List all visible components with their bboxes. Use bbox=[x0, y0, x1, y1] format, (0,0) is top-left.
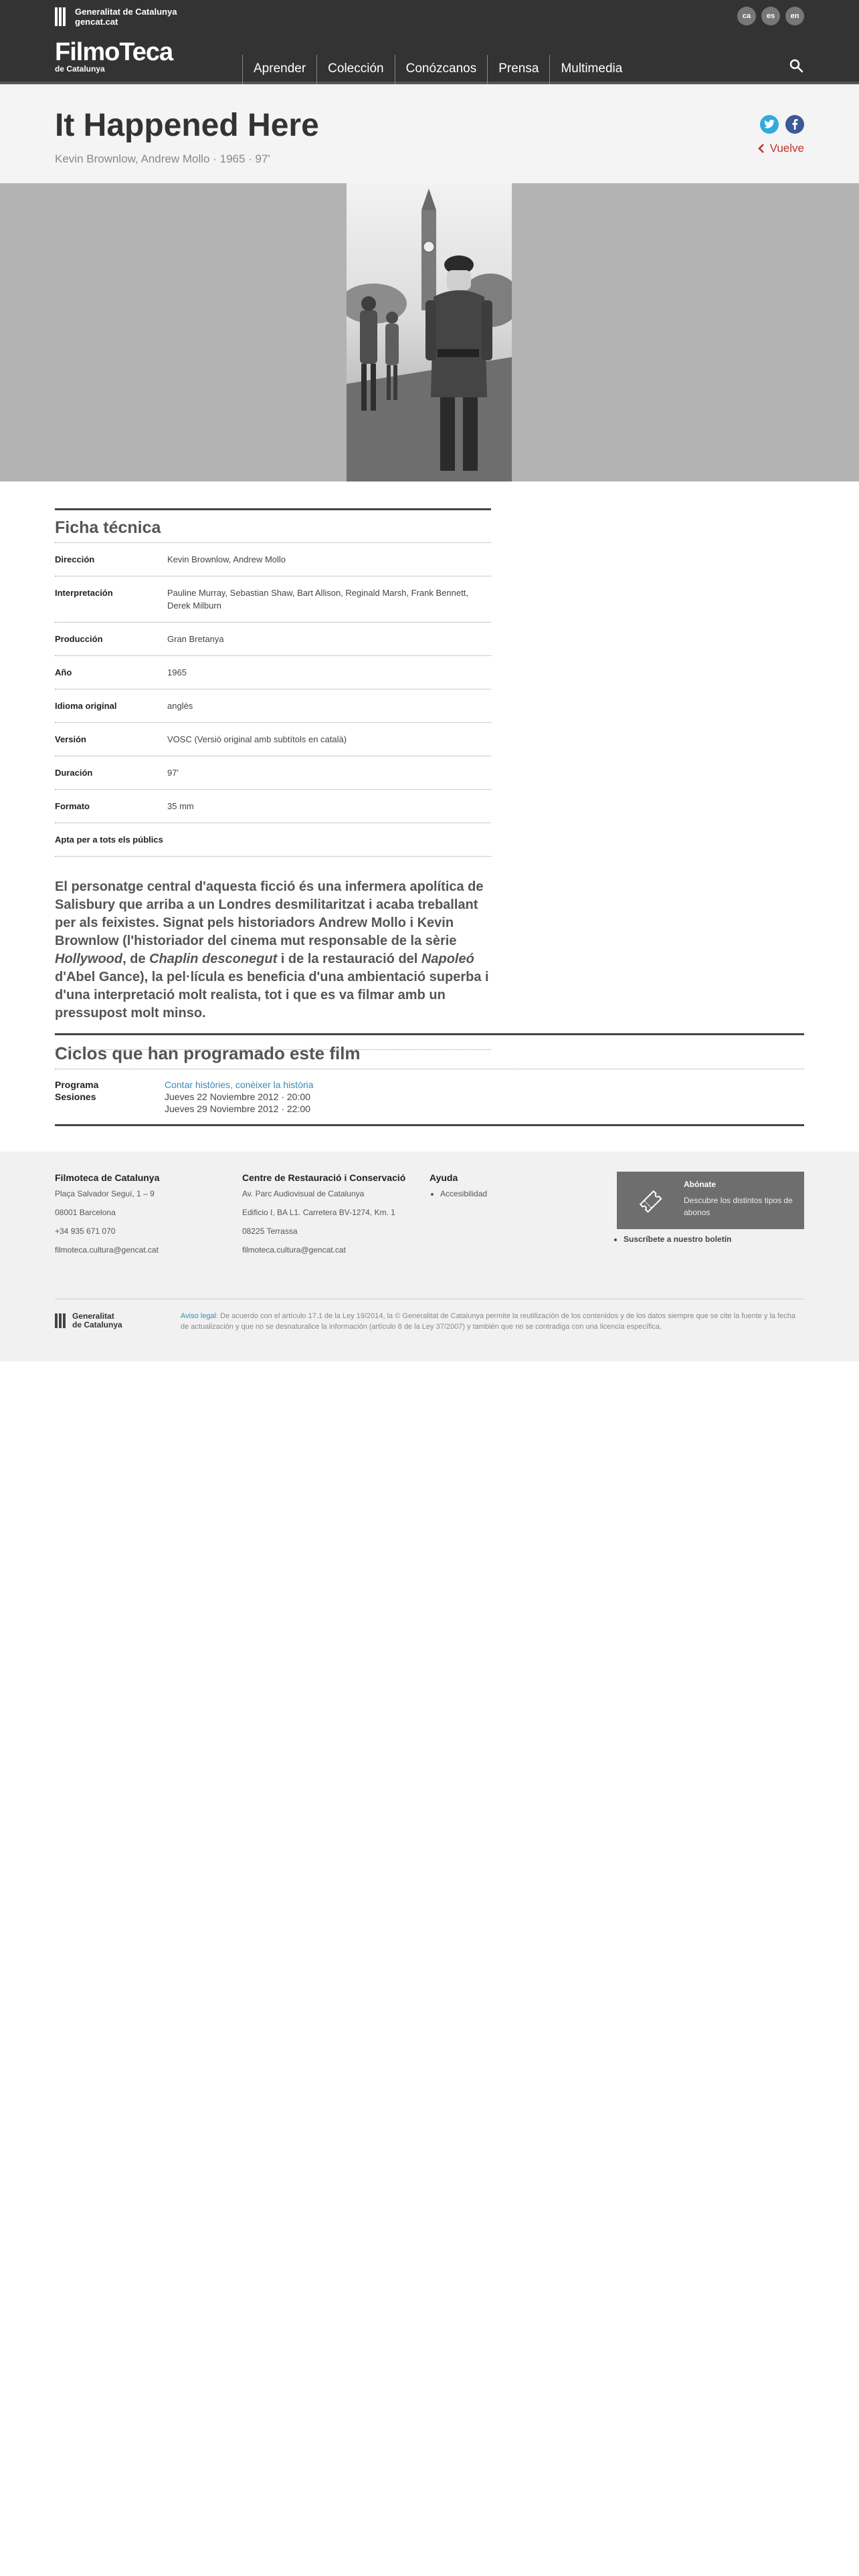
ficha-label: Año bbox=[55, 667, 72, 677]
subscribe-title: Abónate bbox=[684, 1180, 716, 1189]
ficha-label: Duración bbox=[55, 768, 93, 778]
ficha-label: Versión bbox=[55, 734, 86, 744]
brand-sub: de Catalunya bbox=[55, 64, 105, 74]
ficha-value: 1965 bbox=[167, 667, 187, 677]
ticket-icon bbox=[637, 1188, 664, 1214]
language-switcher bbox=[737, 7, 804, 25]
nav-prensa[interactable]: Prensa bbox=[487, 55, 549, 84]
ficha-label: Interpretación bbox=[55, 588, 113, 598]
ficha-row-apta bbox=[55, 823, 491, 857]
facebook-icon bbox=[791, 119, 798, 130]
programa-link[interactable]: Contar històries, conèixer la història bbox=[165, 1079, 314, 1090]
share-buttons bbox=[760, 115, 804, 134]
footer-gov-line2: de Catalunya bbox=[72, 1320, 122, 1329]
lang-en-button[interactable]: en bbox=[785, 7, 804, 25]
ficha-label: Producción bbox=[55, 634, 103, 644]
ficha-value: Kevin Brownlow, Andrew Mollo bbox=[167, 554, 286, 564]
ficha-value: 97' bbox=[167, 768, 179, 778]
synopsis-emphasis: Hollywood bbox=[55, 952, 123, 966]
back-label: Vuelve bbox=[769, 142, 804, 154]
cycles-title: Ciclos que han programado este film bbox=[55, 1033, 804, 1069]
site-header bbox=[0, 0, 859, 84]
legal-notice bbox=[181, 1311, 803, 1332]
ficha-value: anglès bbox=[167, 701, 193, 711]
cycles-section bbox=[55, 1033, 804, 1126]
main-nav bbox=[242, 55, 633, 84]
footer-col-title: Filmoteca de Catalunya bbox=[55, 1172, 160, 1183]
ficha-value: Pauline Murray, Sebastian Shaw, Bart Allison, Reginald Marsh, Frank Bennett, Derek Milburn bbox=[167, 588, 468, 611]
subscribe-desc: Descubre los distintos tipos de abonos bbox=[684, 1196, 793, 1217]
session-item: Jueves 29 Noviembre 2012 · 22:00 bbox=[165, 1103, 310, 1114]
ficha-label: Formato bbox=[55, 801, 90, 811]
lang-ca-button[interactable]: ca bbox=[737, 7, 756, 25]
ficha-row-idioma bbox=[55, 689, 491, 723]
lang-es-button[interactable]: es bbox=[761, 7, 780, 25]
footer-phone-link[interactable]: +34 935 671 070 bbox=[55, 1226, 116, 1236]
ficha-value: Gran Bretanya bbox=[167, 634, 224, 644]
footer-col-centre bbox=[242, 1173, 405, 1264]
facebook-share-button[interactable] bbox=[785, 115, 804, 134]
ficha-row-version bbox=[55, 723, 491, 756]
generalitat-emblem-icon bbox=[55, 1313, 67, 1328]
ficha-row-produccion bbox=[55, 623, 491, 656]
footer-col-ayuda bbox=[430, 1173, 487, 1198]
brand-main: FilmoTeca bbox=[55, 38, 173, 66]
ficha-row-ano bbox=[55, 656, 491, 689]
footer-col-title: Ayuda bbox=[430, 1172, 458, 1183]
technical-sheet bbox=[55, 508, 491, 1050]
footer-address-line: 08001 Barcelona bbox=[55, 1208, 116, 1217]
ficha-title: Ficha técnica bbox=[55, 508, 491, 543]
generalitat-name: Generalitat de Catalunya bbox=[75, 7, 177, 17]
footer-address-line: Plaça Salvador Seguí, 1 – 9 bbox=[55, 1189, 155, 1198]
footer-gov-line1: Generalitat bbox=[72, 1311, 114, 1321]
footer-col-title: Centre de Restauració i Conservació bbox=[242, 1172, 406, 1183]
filmoteca-logo[interactable] bbox=[55, 40, 173, 74]
synopsis-emphasis: Napoleó bbox=[421, 952, 474, 966]
ficha-label: Idioma original bbox=[55, 701, 117, 711]
sesiones-label: Sesiones bbox=[55, 1091, 96, 1102]
accessibility-link[interactable]: • Accesibilidad bbox=[440, 1189, 487, 1198]
back-link[interactable] bbox=[758, 142, 804, 155]
film-header bbox=[0, 84, 859, 183]
legal-text: : De acuerdo con el artículo 17.1 de la Ley 19/2014, la © Generalitat de Catalunya permite la reutilización de los contenidos y de los datos siempre que se cite la fuente y la fecha de actualización y que no se desnaturalice la información (artículo 8 de la Ley 37/2007) y también que no se contradiga con una licencia específica. bbox=[181, 1312, 796, 1331]
site-footer bbox=[0, 1152, 859, 1362]
nav-multimedia[interactable]: Multimedia bbox=[549, 55, 633, 84]
ficha-value: VOSC (Versió original amb subtítols en català) bbox=[167, 734, 347, 744]
footer-address-line: Edificio I, BA L1. Carretera BV-1274, Km. 1 bbox=[242, 1208, 395, 1217]
ficha-row-duracion bbox=[55, 756, 491, 790]
nav-aprender[interactable]: Aprender bbox=[242, 55, 316, 84]
page-title: It Happened Here bbox=[55, 108, 319, 143]
film-meta: Kevin Brownlow, Andrew Mollo · 1965 · 97' bbox=[55, 152, 270, 165]
film-still-image bbox=[347, 183, 512, 481]
footer-col-filmoteca bbox=[55, 1173, 159, 1264]
programa-label: Programa bbox=[55, 1079, 99, 1090]
search-icon[interactable] bbox=[788, 58, 804, 74]
footer-address-line: Av. Parc Audiovisual de Catalunya bbox=[242, 1189, 365, 1198]
footer-email-link[interactable]: filmoteca.cultura@gencat.cat bbox=[55, 1245, 159, 1255]
film-synopsis: El personatge central d'aquesta ficció és una infermera apolítica de Salisbury que arriba a un Londres desmilitaritzat i acaba treballant per als feixistes. Signat pels historiadors Andrew Mollo i Kevin Brownlow (l'historiador del cinema mut responsable de la sèrie Hollywood, de Chaplin desconegut i de la restauració del Napoleó d'Abel Gance), la pel·lícula es beneficia d'una ambientació superba i d'una interpretació molt realista, tot i que es va filmar amb un pressupost molt minso. bbox=[55, 878, 491, 1050]
footer-address-line: 08225 Terrassa bbox=[242, 1226, 298, 1236]
ficha-row-direccion bbox=[55, 543, 491, 576]
ficha-row-interpretacion bbox=[55, 576, 491, 623]
ficha-value: 35 mm bbox=[167, 801, 194, 811]
footer-email-link[interactable]: filmoteca.cultura@gencat.cat bbox=[242, 1245, 346, 1255]
ficha-label: Apta per a tots els públics bbox=[55, 835, 163, 845]
nav-conozcanos[interactable]: Conózcanos bbox=[395, 55, 488, 84]
synopsis-emphasis: Chaplin desconegut bbox=[149, 952, 278, 966]
film-hero bbox=[0, 183, 859, 481]
twitter-share-button[interactable] bbox=[760, 115, 779, 134]
generalitat-emblem-icon bbox=[55, 7, 68, 26]
session-item: Jueves 22 Noviembre 2012 · 20:00 bbox=[165, 1091, 310, 1102]
chevron-left-icon bbox=[758, 143, 765, 154]
twitter-icon bbox=[764, 120, 775, 129]
nav-coleccion[interactable]: Colección bbox=[316, 55, 394, 84]
ficha-label: Dirección bbox=[55, 554, 95, 564]
legal-link[interactable]: Aviso legal bbox=[181, 1312, 216, 1320]
newsletter-link[interactable]: • Suscríbete a nuestro boletín bbox=[624, 1235, 731, 1244]
gencat-link: gencat.cat bbox=[75, 17, 118, 27]
subscribe-card[interactable] bbox=[617, 1172, 804, 1229]
ficha-row-formato bbox=[55, 790, 491, 823]
generalitat-logo[interactable] bbox=[55, 7, 177, 27]
footer-generalitat-logo[interactable] bbox=[55, 1312, 122, 1329]
